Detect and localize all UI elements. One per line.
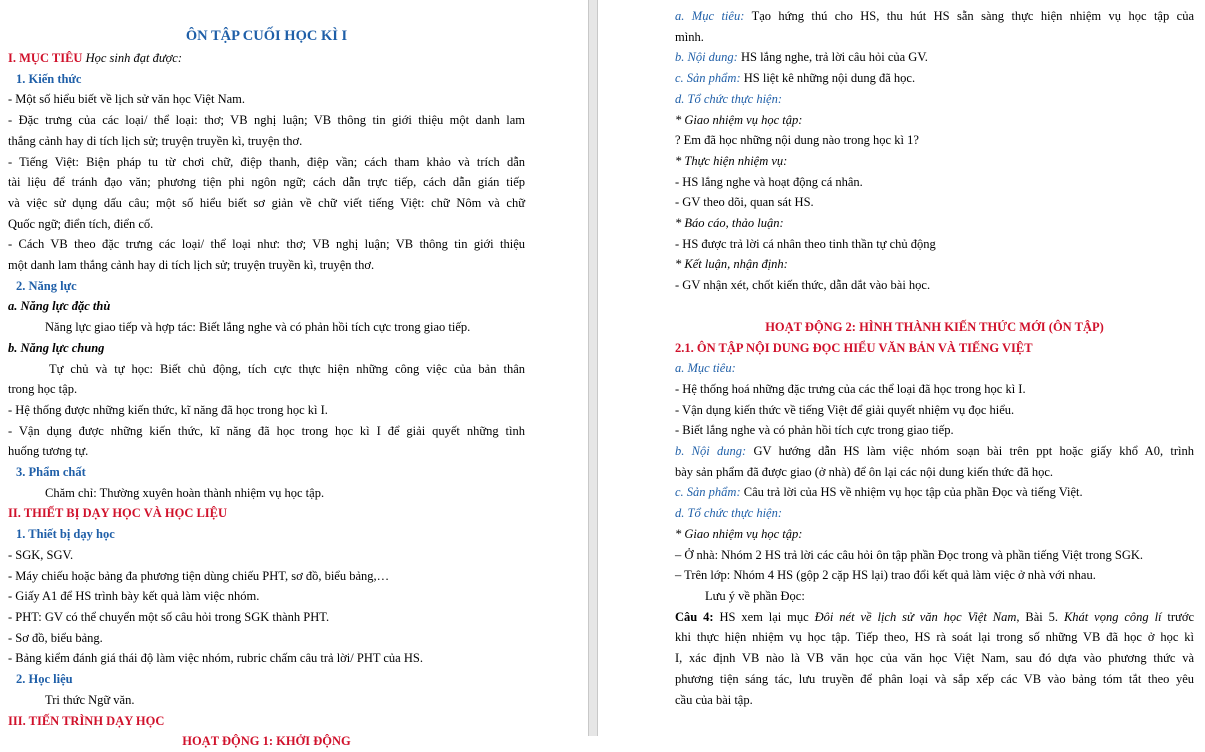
paragraph-line: và việc sử dụng dấu câu; một số hiểu biết sơ giản về chữ viết tiếng Việt: chữ Nôm và chữ bbox=[8, 195, 525, 210]
label-cau-4: Câu 4: bbox=[675, 609, 714, 624]
paragraph-line: cầu của bài tập. bbox=[675, 692, 753, 707]
text-cau-4: , Bài 5. bbox=[1016, 609, 1064, 624]
paragraph-line: trong học tập. bbox=[8, 382, 78, 397]
paragraph-line: bày sản phẩm đã được giao (ở nhà) để ôn lại các nội dung kiến thức đã học. bbox=[675, 464, 1054, 479]
label-to-chuc-2: d. Tổ chức thực hiện: bbox=[675, 506, 783, 521]
subheading-nang-luc: 2. Năng lực bbox=[16, 278, 77, 293]
list-item: - Biết lắng nghe và có phản hồi tích cực trong giao tiếp. bbox=[675, 423, 954, 438]
paragraph-line: thắng cảnh hay di tích lịch sử; truyện truyền kì, truyện thơ. bbox=[8, 133, 303, 148]
list-item: - GV theo dõi, quan sát HS. bbox=[675, 195, 814, 210]
text-cau-4: trước bbox=[1161, 609, 1194, 624]
paragraph-line: - Đặc trưng của các loại/ thể loại: thơ; VB nghị luận; VB thông tin giới thiệu một danh lam bbox=[8, 113, 525, 128]
section-heading-thiet-bi: II. THIẾT BỊ DẠY HỌC VÀ HỌC LIỆU bbox=[8, 506, 228, 521]
label-thuc-hien: * Thực hiện nhiệm vụ: bbox=[675, 153, 788, 168]
paragraph-line bbox=[675, 441, 1194, 462]
paragraph-line: Năng lực giao tiếp và hợp tác: Biết lắng nghe và có phản hồi tích cực trong giao tiếp. bbox=[45, 320, 471, 335]
paragraph-line: - Vận dụng được những kiến thức, kĩ năng đã học trong học kì I để giải quyết những tình bbox=[8, 423, 525, 438]
text-cau-4: HS xem lại mục bbox=[713, 609, 815, 624]
spacer bbox=[675, 296, 1194, 317]
paragraph-line: Tự chủ và tự học: Biết chủ động, tích cực thực hiện những công việc của bản thân bbox=[49, 361, 525, 376]
list-item: – Trên lớp: Nhóm 4 HS (gộp 2 cặp HS lại) trao đổi kết quả làm việc ở nhà với nhau. bbox=[675, 568, 1096, 583]
label-san-pham-2: c. Sản phẩm: bbox=[675, 485, 741, 500]
label-san-pham: c. Sản phẩm: bbox=[675, 71, 741, 86]
label-giao-nhiem-vu-2: * Giao nhiệm vụ học tập: bbox=[675, 526, 803, 541]
label-noi-dung-2: b. Nội dung: bbox=[675, 444, 747, 459]
list-item: - Hệ thống hoá những đặc trưng của các thể loại đã học trong học kì I. bbox=[675, 381, 1026, 396]
document-title: ÔN TẬP CUỐI HỌC KÌ I bbox=[185, 28, 348, 44]
list-item: – Ở nhà: Nhóm 2 HS trả lời các câu hỏi ôn tập phần Đọc trong và phần tiếng Việt trong SGK. bbox=[675, 547, 1144, 562]
list-item: - Máy chiếu hoặc bảng đa phương tiện dùng chiếu PHT, sơ đồ, biểu bảng,… bbox=[8, 568, 390, 583]
page-right-content bbox=[675, 6, 1194, 710]
list-item: - Giấy A1 để HS trình bày kết quả làm việc nhóm. bbox=[8, 589, 260, 604]
paragraph-line bbox=[675, 68, 1194, 89]
subheading-nang-luc-chung: b. Năng lực chung bbox=[8, 340, 105, 355]
label-muc-tieu: a. Mục tiêu: bbox=[675, 9, 745, 23]
paragraph-line: khi thực hiện nhiệm vụ học tập. Tiếp theo, HS rà soát lại trong số những VB đã học ở học kì bbox=[675, 630, 1194, 645]
paragraph-line bbox=[675, 607, 1194, 628]
list-item: - HS lắng nghe và hoạt động cá nhân. bbox=[675, 174, 863, 189]
subheading-kien-thuc: 1. Kiến thức bbox=[16, 71, 82, 86]
paragraph-line: - Hệ thống được những kiến thức, kĩ năng đã học trong học kì I. bbox=[8, 402, 328, 417]
label-muc-tieu-2: a. Mục tiêu: bbox=[675, 361, 736, 376]
paragraph-line: Tri thức Ngữ văn. bbox=[45, 692, 135, 707]
activity-heading-khoi-dong: HOẠT ĐỘNG 1: KHỞI ĐỘNG bbox=[182, 734, 351, 749]
text-san-pham: HS liệt kê những nội dung đã học. bbox=[740, 71, 916, 86]
section-heading-2-1: 2.1. ÔN TẬP NỘI DUNG ĐỌC HIỂU VĂN BẢN VÀ TIẾNG VIỆT bbox=[675, 340, 1033, 355]
document-page-right bbox=[598, 0, 1205, 736]
paragraph-line: ? Em đã học những nội dung nào trong học kì 1? bbox=[675, 133, 919, 148]
text-san-pham-2: Câu trả lời của HS về nhiệm vụ học tập của phần Đọc và tiếng Việt. bbox=[740, 485, 1083, 500]
paragraph-line: - Một số hiểu biết về lịch sử văn học Việt Nam. bbox=[8, 92, 245, 107]
section-heading-muc-tieu bbox=[8, 48, 525, 69]
paragraph-line: Chăm chỉ: Thường xuyên hoàn thành nhiệm vụ học tập. bbox=[45, 485, 325, 500]
paragraph-line: một danh lam thắng cảnh hay di tích lịch sử; truyện truyền kì, truyện thơ. bbox=[8, 258, 375, 273]
list-item: - Bảng kiểm đánh giá thái độ làm việc nhóm, rubric chấm câu trả lời/ PHT của HS. bbox=[8, 651, 423, 666]
subheading-nang-luc-dac-thu: a. Năng lực đặc thù bbox=[8, 299, 111, 314]
list-item: - Sơ đồ, biểu bảng. bbox=[8, 630, 103, 645]
label-noi-dung: b. Nội dung: bbox=[675, 50, 738, 65]
text-cau-4-title: Đôi nét về lịch sử văn học Việt Nam bbox=[814, 609, 1017, 624]
paragraph-line: I, xác định VB nào là VB văn học của văn học Việt Nam, sau đó dựa vào phương thức và bbox=[675, 651, 1194, 666]
page-left-content bbox=[8, 24, 525, 752]
section-number-text: I. MỤC TIÊU bbox=[8, 51, 83, 65]
document-page-left bbox=[0, 0, 588, 749]
text-muc-tieu: Tạo hứng thú cho HS, thu hút HS sẵn sàng thực hiện nhiệm vụ học tập của bbox=[744, 9, 1194, 23]
paragraph-line: - Cách VB theo đặc trưng các loại/ thể loại như: thơ; VB nghị luận; VB thông tin giới thiệu bbox=[8, 237, 525, 252]
paragraph-line: phương tiện sáng tác, lưu truyền để phân loại và sắp xếp các VB vào bảng tóm tắt theo yêu bbox=[675, 671, 1194, 686]
section-subtitle: Học sinh đạt được: bbox=[82, 51, 183, 65]
text-noi-dung-2: GV hướng dẫn HS làm việc nhóm soạn bài trên ppt hoặc giấy khổ A0, trình bbox=[746, 444, 1194, 459]
paragraph-line bbox=[675, 482, 1194, 503]
activity-heading-hinh-thanh: HOẠT ĐỘNG 2: HÌNH THÀNH KIẾN THỨC MỚI (ÔN TẬP) bbox=[765, 319, 1104, 334]
list-item: - PHT: GV có thể chuyển một số câu hỏi trong SGK thành PHT. bbox=[8, 609, 330, 624]
paragraph-line bbox=[675, 47, 1194, 68]
section-heading-tien-trinh: III. TIẾN TRÌNH DẠY HỌC bbox=[8, 713, 165, 728]
list-item: - GV nhận xét, chốt kiến thức, dẫn dắt vào bài học. bbox=[675, 278, 931, 293]
paragraph-line: huống tương tự. bbox=[8, 444, 89, 459]
list-item: - SGK, SGV. bbox=[8, 547, 74, 562]
list-item: - HS được trả lời cá nhân theo tinh thần tự chủ động bbox=[675, 236, 936, 251]
paragraph-line bbox=[675, 6, 1194, 27]
paragraph-line: - Tiếng Việt: Biện pháp tu từ chơi chữ, điệp thanh, điệp vần; cách tham khảo và trích dẫn bbox=[8, 154, 525, 169]
subheading-hoc-lieu: 2. Học liệu bbox=[16, 672, 73, 687]
label-ket-luan: * Kết luận, nhận định: bbox=[675, 257, 788, 272]
page-gutter bbox=[588, 0, 598, 736]
text-cau-4-lesson: Khát vọng công lí bbox=[1063, 609, 1162, 624]
subheading-pham-chat: 3. Phẩm chất bbox=[16, 465, 86, 480]
paragraph-line: Quốc ngữ; điển tích, điển cố. bbox=[8, 216, 154, 231]
label-to-chuc: d. Tổ chức thực hiện: bbox=[675, 91, 783, 106]
paragraph-line: mình. bbox=[675, 29, 704, 44]
paragraph-line: tài liệu để tránh đạo văn; phương tiện phi ngôn ngữ; cách dẫn trực tiếp, cách dẫn gián tiếp bbox=[8, 175, 525, 190]
text-noi-dung: HS lắng nghe, trả lời câu hỏi của GV. bbox=[737, 50, 928, 65]
label-bao-cao: * Báo cáo, thảo luận: bbox=[675, 216, 784, 231]
list-item: - Vận dụng kiến thức về tiếng Việt để giải quyết nhiệm vụ đọc hiểu. bbox=[675, 402, 1015, 417]
paragraph-line: Lưu ý về phần Đọc: bbox=[705, 588, 805, 603]
label-giao-nhiem-vu: * Giao nhiệm vụ học tập: bbox=[675, 112, 803, 127]
subheading-thiet-bi: 1. Thiết bị dạy học bbox=[16, 527, 115, 542]
